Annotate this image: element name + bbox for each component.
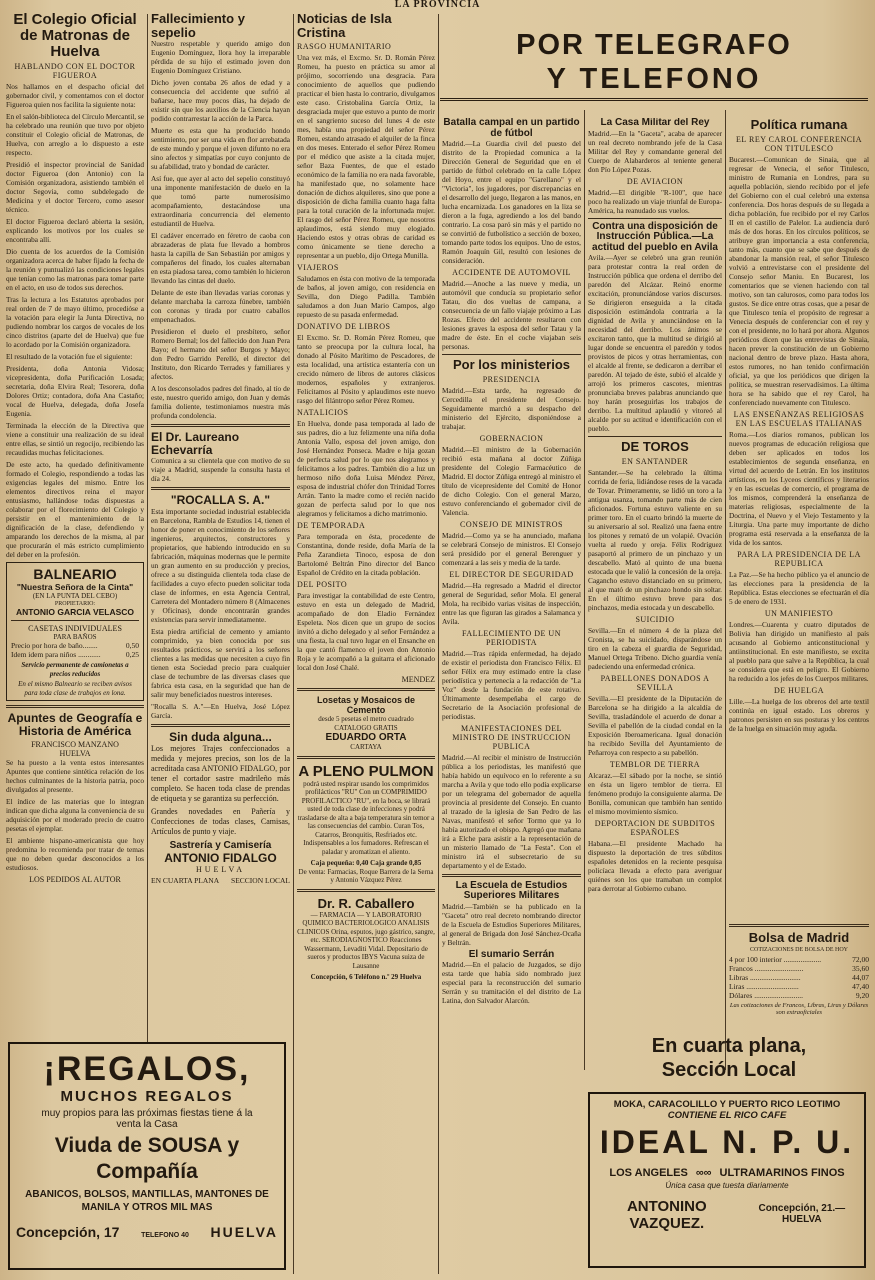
column-rule bbox=[725, 110, 726, 1070]
ad-place: (EN LA PUNTA DEL CEBO) bbox=[32, 592, 118, 601]
paragraph: El resultado de la votación fue el siguiente: bbox=[6, 352, 133, 362]
paragraph: Madrid.—Ha regresado a Madrid el director general de Seguridad, señor Mola. El general Mola, ha recibido varias visitas de inspección, entre las que figuran las girados a Salamanca y Avila. bbox=[442, 580, 581, 626]
bolsa-row: Liras ............................ 47,40 bbox=[729, 981, 869, 991]
bolsa-note: Las cotizaciones de Francos, Libras, Liras y Dólares son extraoficiales bbox=[729, 1001, 869, 1016]
paragraph: Nuestro respetable y querido amigo don Eugenio Domínguez, llora hoy la irreparable pérdida de su hijo el estimado joven don Eugenio Domínguez Cristiano. bbox=[151, 39, 290, 76]
column-3 bbox=[297, 12, 435, 1267]
section-head: PARA LA PRESIDENCIA DE LA REPUBLICA bbox=[737, 549, 861, 568]
section-head: UN MANIFIESTO bbox=[764, 608, 834, 618]
cuarta-plana-banner bbox=[588, 1034, 870, 1086]
paragraph: Londres.—Cuarenta y cuatro diputados de Bolivia han dirigido un manifiesto al país acusando al Gobierno anticonstitucional y antiinstitucional. En este manifiesto, se excita al pueblo para que salve a la República, la cual se considera que está en peligro. El Gobierno ha reducido a los jefes de los Cuerpos militares. bbox=[729, 619, 869, 683]
column-5 bbox=[588, 118, 722, 1068]
bolsa-row: 4 por 100 interior .................... 72,00 bbox=[729, 954, 869, 964]
pulmon-title: A PLENO PULMON bbox=[298, 762, 434, 780]
regalos-name: Viuda de SOUSA y Compañía bbox=[54, 1134, 240, 1183]
paragraph: Madrid.—Esta tarde, ha regresado de Cercedilla el presidente del Consejo. Seguidamente marchó a su despacho del ministerio del Ejército, disponiéndose a trabajar. bbox=[442, 385, 581, 431]
ideal-line2: CONTIENE EL RICO CAFE bbox=[667, 1110, 787, 1121]
paragraph: De este acto, ha quedado definitivamente formado el Colegio, respondiendo a todas las exigencias legales del mismo. Entre los elementos directivos reina el mayor entusiasmo, hallándose todas dispuestas a colaborar por el florecimiento del Colegio y persistir en el mantenimiento de la dignificación de la clase, defendiendo y amparando los derechos de la misma, al par que procurarán el más estricto cumplimiento del deber en la profesión. bbox=[6, 460, 144, 560]
ideal-line4: Única casa que tuesta diariamente bbox=[665, 1181, 789, 1190]
paragraph: Presidenta, doña Antonia Vidosa; vicepresidenta, doña Purificación Losada; secretaria, doña Elvira Real; Tesorera, doña Dolores Ortiz; contadora, doña Ana Castaño; vocal de Huelva, delegada, doña Josefa Eugenia. bbox=[6, 364, 144, 419]
paragraph: Dicho joven contaba 26 años de edad y a consecuencia del accidente que sufrió al bañarse, hace muy pocos días, ha dejado de existir sin que los auxilios de la Ciencia hayan podido contrarrestar la acción de la Parca. bbox=[151, 78, 290, 124]
pulmon-venta: De venta: Farmacias, Roque Barrera de la Serna y Antonio Vázquez Pérez bbox=[298, 867, 434, 885]
banner-line-1: POR TELEGRAFO bbox=[516, 29, 792, 61]
paragraph: El ambiente hispano-americanista que hoy predomina lo recomienda por tratar de temas que no deben quedar desconocidos a los estudiosos. bbox=[6, 836, 144, 873]
price-row: Idem idem para niños ............ 0,25 bbox=[11, 650, 139, 660]
paragraph: Avila.—Ayer se celebró una gran reunión para protestar contra la real orden de Instrucción pública que ordena el derribo del paredón del Alcázar. Reinó enorme excitación, pronunciándose varios discursos. Se dirigieron enseguida a la citada disposición estimándola contraria a la dignidad de Avila y anunciándose en la necesidad del derribo. Los ánimos se excitaron tanto, que la multitud se dirigió al lugar donde se encuentra el paredón y todos provistos de picos y otras herramientas, con el alcalde al frente, se dedicaron a derribar el paredón. Al tejado de éste, subió el alcalde y arrojó los primeros cascotes, mientras pronunciaba breves palabras anunciando que hoy harán proseguirlas los trabajos de derribo. La multitud aplaudió y vitoreó al alcalde por su actitud e identificación con el pueblo. bbox=[588, 253, 722, 433]
paragraph: Madrid.—Anoche a las nueve y media, un automóvil que conducía su propietario señor Tatau, dio dos vueltas de campana, a consecuencia de un fallo viajaje próximo a Las Rozas. Efecto del accidente resultaron con lesiones graves la esposa del señor Tatau y la madre de éste. En el coche viajaban seis personas. bbox=[442, 279, 581, 351]
caballero-address: Concepción, 6 Teléfono n.º 29 Huelva bbox=[310, 973, 422, 982]
ideal-line1: MOKA, CARACOLILLO Y PUERTO RICO LEOTIMO bbox=[613, 1099, 841, 1110]
apuntes-title: Apuntes de Geografía e Historia de América bbox=[7, 711, 143, 738]
paragraph: Dio cuenta de los acuerdos de la Comisión organizadora acerca de haber fijado la fecha de la reunión y puntualizó las condiciones legales que tenían como las matronas para tomar parte en el acto, en uso de todos sus derechos. bbox=[6, 247, 144, 293]
bolsa-title: Bolsa de Madrid bbox=[748, 930, 850, 945]
ad-note: Servicio permanente de camionetas a precios reducidos bbox=[21, 661, 129, 678]
article-title: El sumario Serrán bbox=[468, 948, 555, 960]
paragraph: Sevilla.—El presidente de la Diputación de Barcelona se ha dirigido a la alcaldía de Sevilla, trasladándole el acuerdo de donar a Sevilla el pabellón de la ciudad condal en la Exposición Iberoamericana. Igual donación ha recibido Sevilla del Ayuntamiento de Peñarroya con respecto a su pabellón. bbox=[588, 693, 722, 757]
paragraph: Madrid.—Como ya se ha anunciado, mañana se celebrará Consejo de ministros. El Consejo será presidido por el general Berenguer y comenzará a las seis y media de la tarde. bbox=[442, 530, 581, 567]
paragraph: Madrid.—Tras rápida enfermedad, ha dejado de existir el periodista don Francisco Félix. El señor Félix era muy estimado entre la clase periodística y pertenecía a la redacción de "La Voz" desde la fundación de este rotativo. Últimamente desempeñaba el cargo de Secretario de la Asociación profesional de periodistas. bbox=[442, 648, 581, 721]
paragraph: El doctor Figueroa declaró abierta la sesión, explicando los motivos por los cuales se encontraba allí. bbox=[6, 217, 144, 245]
paragraph: Madrid.—La Guardia civil del puesto del distrito de la Propiedad comunica a la Dirección General de Seguridad que en el partido de fútbol celebrado en la calle López del Hoyo, entre el equipo "Garellano" y el "Victoria", los jugadores, por discrepancias en el desarrollo del juego, llegaron a las manos, en lucha encarnizada. Los ganadores en la liza se dieron a la fuga, agrediendo a los del bando contrario. La cosa paró sin más y el partido no se convirtió de futbolístico a sección de boxeo, tomando parte todos los equipos. Uno de estos, Ramón Joaquín Gil, resultó con lesiones de consideración. bbox=[442, 139, 581, 265]
paragraph: Sevilla.—En el número 4 de la plaza del Cronista, se ha suicidado, disparándose un tiro en la cabeza el guardia de Seguridad, Manuel Ortega Tribeno. Dicho guardia venía padeciendo una enfermedad crónica. bbox=[588, 625, 722, 671]
fidalgo-city: HUELVA bbox=[195, 864, 246, 874]
paragraph: Madrid.—El dirigible "R-100", que hace poco ha realizado un viaje triunfal de Europa-América, ha reanudado sus vuelos. bbox=[588, 187, 722, 215]
column-2 bbox=[151, 12, 290, 1042]
losetas-sub: desde 5 pesetas el metro cuadrado bbox=[318, 715, 414, 724]
bolsa-box bbox=[729, 920, 869, 1030]
section-head: DEPORTACION DE SUBDITOS ESPAÑOLES bbox=[594, 818, 716, 837]
paragraph: Se ha puesto a la venta estos interesantes Apuntes que contiene sintética relación de los hechos culminantes de la historia patria, poco divulgados al presente. bbox=[6, 758, 144, 795]
ideal-brand: IDEAL N. P. U. bbox=[599, 1124, 855, 1160]
paragraph: La Paz.—Se ha hecho público ya el anuncio de las elecciones para la presidencia de la República. Estas elecciones se efectuarán el día 5 de enero de 1931. bbox=[729, 569, 869, 606]
caballero-text: — FARMACIA — Y LABORATORIO QUIMICO BACTERIOLOGICO ANALISIS CLINICOS Orina, esputos, jugo gástrico, sangre, etc. SERODIAGNOSTICO Reacciones Wassermann, Levaditi Vidal. Depositario de sueros y productos IBYS Vacuna suiza de Lausanne bbox=[297, 910, 435, 970]
article-title: DE TOROS bbox=[621, 439, 689, 454]
paragraph: "Rocalla S. A."—En Huelva, José López García. bbox=[151, 702, 290, 721]
section-head: VIAJEROS bbox=[297, 263, 339, 273]
article-title: Por los ministerios bbox=[452, 357, 571, 372]
losetas-title: Losetas y Mosaicos de Cemento bbox=[316, 695, 416, 716]
caballero-title: Dr. R. Caballero bbox=[317, 895, 415, 911]
paragraph: Santander.—Se ha celebrado la última corrida de feria, lidiándose reses de la vacada de Tovar. Primeramente, se lidió un toro a la antigua usanza, tomando parte más de cien aficionados. Fortuna estuvo valiente en su primer toro. En el cuarto brindó la muerte de su aniversario al sol. Realizó una faena entre los pitones y remató de un volapié. Ovación vuelta al ruedo y oreja. Félix Rodríguez pasaportó al primero de un pinchazo y un descabello. Mató al quinto de una buena estocada que le valió la concesión de la oreja. Cagancho estuvo distanciado en su primero, al que mató de un pinchazo hondo sin soltar. En el último estuvo breve para dos pinchazos, media estocada y un descabello. bbox=[588, 467, 722, 612]
section-head: DEL POSITO bbox=[297, 580, 348, 590]
ad-name: "Nuestra Señora de la Cinta" bbox=[16, 582, 134, 593]
column-1 bbox=[6, 12, 144, 1022]
paragraph: Tras la lectura a los Estatutos aprobados por real orden de 7 de mayo último, procedióse a la votación para elegir la Junta Directiva, no pudiendo nombrar los cargos de vocales de los cinco distritos (aparte del de Huelva) que fue lo acordado por la Comisión organizadora. bbox=[6, 295, 144, 350]
ad-casetas: CASETAS INDIVIDUALES bbox=[28, 623, 122, 633]
paragraph: Esta importante sociedad industrial establecida en Barcelona, Rambla de Estudios 14, tienen el honor de poner en conocimiento de los señores ingenieros, arquitectos, constructores y propietarios, que habiendo introducido en su fabricación, máquinas modernas que le permite un gran aumento en su producción y precios, ofrece a su distinguida clientela toda clase de facilidades a cuyo efecto pueden solicitar toda clase de informes, en esta Agencia Central, Carretera del Montadero número 8 (Almacenes y Oficinas), donde encontrarán grandes existencias para servir inmediatamente. bbox=[151, 507, 290, 625]
ad-owner-label: PROPIETARIO: bbox=[54, 600, 96, 607]
article-title: "ROCALLA S. A." bbox=[170, 493, 271, 508]
bolsa-row: Dólares .......................... 9,20 bbox=[729, 990, 869, 1000]
paragraph: El índice de las materias que lo integran indican que dicha alguna la conveniencia de su adquisición por el moderado precio de cuatro pesetas el ejemplar. bbox=[6, 797, 144, 834]
paragraph: Presidió el inspector provincial de Sanidad doctor Figueroa (don Antonio) con la Comisión organizadora, asistiendo también el doctor Segovia, como subdelegado de Medicina y el doctor Tercero, como asesor técnico. bbox=[6, 160, 144, 215]
bolsa-subtitle: COTIZACIONES DE BOLSA DE HOY bbox=[750, 946, 848, 953]
paragraph: Esta piedra artificial de cemento y amianto comprimido, ya bien conocida por sus resultados prácticos, se servirá a los señores clientes a las medidas que necesiten a cuyo fin tienen esta Sociedad precio para cualquier clase de techumbre de las diversas clases que fabrica esta casa, en la seguridad que han de salir muy beneficiados nuestros intereses. bbox=[151, 627, 290, 700]
paragraph: Muerte es esta que ha producido hondo sentimiento, por ser una vida en flor arrebatada de este mundo y porque el joven difunto no era sino afectos y simpatías por cuyo conjunto de su afabilidad, trato y bondad de carácter. bbox=[151, 126, 290, 172]
regalos-ad bbox=[8, 1042, 286, 1270]
article-title: La Escuela de Estudios Superiores Militares bbox=[455, 879, 568, 902]
column-4 bbox=[442, 118, 581, 1268]
ad-title: BALNEARIO bbox=[33, 566, 117, 583]
ad-note: En el mismo Balneario se reciben avisos para toda clase de trabajos en lona. bbox=[18, 680, 132, 697]
ad-para: PARA BAÑOS bbox=[53, 632, 97, 641]
column-rule bbox=[293, 14, 294, 1274]
cuarta-line-2: Sección Local bbox=[661, 1059, 797, 1081]
article-title: La Casa Militar del Rey bbox=[600, 118, 710, 128]
pulmon-price: Caja pequeña: 0,40 Caja grande 0,85 bbox=[310, 859, 422, 868]
section-head: DE HUELGA bbox=[773, 685, 825, 695]
banner-line-2: Y TELEFONO bbox=[546, 63, 762, 95]
apuntes-author: FRANCISCO MANZANO bbox=[31, 740, 119, 750]
column-rule bbox=[147, 14, 148, 1044]
paragraph: Presidieron el duelo el presbítero, señor Romero Bernal; los del fallecido don Juan Pera Bayo; el hermano del señor Burgos y Mayo; don Pedro Garrido Perelló, el director del Instituto, don Ricardo Terrades y familiares y afectos. bbox=[151, 327, 290, 382]
sastreria: Sastrería y Camisería bbox=[169, 839, 272, 851]
paragraph: En el salón-biblioteca del Círculo Mercantil, se ha celebrado una reunión que tuvo por objeto constituir el Colegio oficial de Matronas, de Huelva, con arreglo a lo dispuesto a este respecto. bbox=[6, 112, 144, 158]
paragraph: A los desconsolados padres del finado, al tío de este, nuestro querido amigo, don Juan y demás familia doliente, testimoniamos nuestra más profunda condolencia. bbox=[151, 384, 290, 421]
masthead: LA PROVINCIA bbox=[394, 0, 481, 10]
section-head: ACCIDENTE DE AUTOMOVIL bbox=[452, 268, 571, 277]
losetas-city: CARTAYA bbox=[350, 743, 382, 752]
paragraph: Para investigar la contabilidad de este Centro, estuvo en esta un delegado de Madrid, acompañado de don Eladio Fernández Espeleta. Nos dicen que un grupo de socios invitó a dicho delegado y al señor Fernández a una fiesta, la cual tuvo lugar en el Ensanche en la que cantó flamenco el joven don Antonio Roja y le acompañó a la guitarra el aficionado local don José Chalé. bbox=[297, 591, 435, 673]
regalos-items: ABANICOS, BOLSOS, MANTILLAS, MANTONES DE MANILA Y OTROS MIL MAS bbox=[25, 1189, 269, 1213]
ad-owner: ANTONIO GARCIA VELASCO bbox=[15, 606, 135, 617]
section-head: EN SANTANDER bbox=[621, 456, 689, 466]
paragraph: Para temporada en ésta, procedente de Constantina, donde reside, doña María de la Peña Zarandieta Tinoco, esposa de don Bartolomé Beltrán Pino director del Banco Español de Crédito en la citada población. bbox=[297, 532, 435, 578]
column-6 bbox=[729, 118, 869, 918]
section-head: EL REY CAROL CONFERENCIA CON TITULESCO bbox=[736, 134, 862, 153]
section-head: DE AVIACION bbox=[626, 176, 684, 186]
paragraph: Una vez más, el Excmo. Sr. D. Román Pérez Romeu, ha puesto en práctica su amor al prójimo, socorriendo una desgracia. Para conocimiento de aquellos que pudiendo practicar el bien hasta lo contrario, divulgamos este caso. Cristobalina García Ortiz, la desgraciada mujer que estuvo a punto de morir en el sangriento suceso del lunes 4 de este mes, había una propiedad del señor Pérez Romeu, estando atrasado el alquiler de la finca en dos meses. Enterado el señor Pérez Romeu por el médico que asiste a la citada mujer, señor Baza Fuentes, de que el estado económico de la familia no era nada favorable, ha manifestado que, no solamente hace donación de dichos alquileres, sino que pone a disposición de dicha familia cuanto haga falta para la total curación de la infortunada mujer. El rasgo del señor Pérez Romeu, que nosotros aplaudimos, está siendo muy elogiado. Haciendo estos y otras obras de caridad es como únicamente se tiene derecho a representar a un pueblo, dijo Ortega Munilla. bbox=[297, 53, 435, 261]
section-head: EL DIRECTOR DE SEGURIDAD bbox=[449, 569, 574, 579]
article-title: Batalla campal en un partido de fútbol bbox=[443, 118, 580, 139]
telegraph-banner bbox=[440, 28, 868, 106]
regalos-footer: Concepción, 17 TELEFONO 40 HUELVA bbox=[16, 1224, 278, 1240]
fidalgo: ANTONIO FIDALGO bbox=[164, 850, 277, 865]
regalos-text: muy propios para las próximas fiestas tiene á la bbox=[41, 1108, 253, 1119]
paragraph: Los mejores Trajes confeccionados a medida y mejores precios, son los de la acreditada casa ANTONIO FIDALGO, por tener el cortador sastre madrileño más completo. Se hacen toda clase de prendas de etiqueta y se garantiza su perfección. bbox=[151, 743, 290, 803]
paragraph: Lille.—La huelga de los obreros del arte textil continúa en igual estado. Los obreros y patronos persisten en sus posturas y los centros de la huelga en situación muy aguda. bbox=[729, 696, 869, 733]
paragraph: Comunica a su clientela que con motivo de su viaje a Madrid, suspende la consulta hasta el día 24. bbox=[151, 456, 290, 484]
section-head: CONSEJO DE MINISTROS bbox=[460, 519, 563, 529]
regalos-text: venta la Casa bbox=[116, 1119, 178, 1130]
paragraph: El Excmo. Sr. D. Román Pérez Romeu, que tanto se preocupa por la cultura local, ha donado al Pósito Marítimo de Pescadores, de esta localidad, una artística estantería con un crecido número de libros de autores clásicos modernos, españoles y extranjeros. Felicitamos al Pósito y aplaudimos este nuevo rasgo del filántropo señor Pérez Romeu. bbox=[297, 333, 435, 406]
byline: MENDEZ bbox=[401, 675, 435, 685]
section-head: DE TEMPORADA bbox=[297, 521, 366, 531]
section-head: PRESIDENCIA bbox=[482, 374, 541, 384]
ornament-icon: ∞∞ bbox=[695, 1167, 712, 1179]
section-head: MANIFESTACIONES DEL MINISTRO DE INSTRUCCION PUBLICA bbox=[452, 723, 571, 751]
column-rule bbox=[584, 110, 585, 1070]
apuntes-footer: LOS PEDIDOS AL AUTOR bbox=[29, 875, 121, 885]
article-subtitle: HABLANDO CON EL DOCTOR FIGUEROA bbox=[14, 62, 136, 81]
regalos-sub: MUCHOS REGALOS bbox=[60, 1088, 234, 1105]
paragraph: Saludamos en ésta con motivo de la temporada de baños, al joven amigo, con residencia en Sevilla, don Diego Padilla. También saludamos a don Juan Mario Campos, algo repuesto de su pasada enfermedad. bbox=[297, 274, 435, 320]
section-head: DONATIVO DE LIBROS bbox=[297, 322, 391, 332]
paragraph: Madrid.—En el palacio de Juzgados, se dijo esta tarde que había sido nombrado juez especial para la reconstrucción del sumario Serrán y su tramitación el del distrito de La Latina, don Salvador Alarcón. bbox=[442, 960, 581, 1006]
paragraph: Madrid.—El ministro de la Gobernación recibió esta mañana al doctor Zúñiga presidente del Colegio Farmacéutico de Madrid. El doctor Zúñiga entregó al ministro el título de vicepresidente del Comité de Honor de dicho Colegio. Con el general Marzo, estuvo conferenciando el gobernador civil de Valencia. bbox=[442, 444, 581, 517]
section-head: RASGO HUMANITARIO bbox=[297, 42, 392, 52]
price-row: Precio por hora de baño........ 0,50 bbox=[11, 641, 139, 651]
losetas-catalog: CATALOGO GRATIS bbox=[334, 723, 398, 732]
paragraph: Nos hallamos en el despacho oficial del gobernador civil, y comentamos con el doctor Figueroa quien nos facilita la siguiente nota: bbox=[6, 82, 144, 110]
paragraph: Terminada la elección de la Directiva que viene a constituir una realización de su ideal entre ellas, se sintió un regocijo, recibiendo las recaudidas muchas felicitaciones. bbox=[6, 421, 144, 458]
ideal-line3: LOS ANGELES ∞∞ ULTRAMARINOS FINOS bbox=[609, 1167, 845, 1179]
bolsa-row: Francos .......................... 35,60 bbox=[729, 963, 869, 973]
article-title: El Colegio Oficial de Matronas de Huelva bbox=[13, 12, 137, 60]
article-title: El Dr. Laureano Echevarría bbox=[151, 430, 240, 457]
bolsa-row: Libras ........................... 44,07 bbox=[729, 972, 869, 982]
article-title: Fallecimiento y sepelio bbox=[151, 12, 245, 40]
paragraph: En Huelva, donde pasa temporada al lado de sus padres, dio a luz felizmente una niña doña Antonia Vallo, esposa del joven amigo, don José Hernández Ponseca. Madre e hija gozan de perfecta salud por lo que nos alegramos y felicitamos a los padres. También dio a luz un hermoso niño doña Luisa Méndez Pérez, esposa de industrial chófer don Trinidad Torres Arrán. Tanto la madre como el recién nacido gozan de perfecta salud por lo que nos alegramos y felicitamos a dicho matrimonio. bbox=[297, 419, 435, 519]
paragraph: Delante de este iban llevadas varias coronas y delante marchaba la carroza fúnebre, también con coronas y tirada por cuatro caballos empenachados. bbox=[151, 288, 290, 325]
pulmon-text: podrá usted respirar usando los comprimidos profilácticos "RU" Con un COMPRIMIDO PROFILACTICO "RU", en la boca, se librará usted de toda clase de infecciones y podrá trasladarse de alta a baja temperatura sin temor a las consecuencias del cambio. Curan Tos, Catarros, Bronquitis, Resfriados etc. Indispensables a los fumadores. Refrescan el paladar y aromatizan el aliento. bbox=[297, 779, 435, 856]
paragraph: Madrid.—Al recibir el ministro de Instrucción pública a los periodistas, les manifestó que había habido un equívoco en lo referente a su marcha a Avila y que todo ello podía explicarse por un telegrama del gobernador de aquella provincia al presidente del Consejo. En cuanto al trazado de la iglesia de San Pedro de las Navas, manifestó el señor Tormo que ya lo había autorizado el obispo. Agregó que mañana irá a Elche para asistir a la representación de un misterio llamado de "La Festa". Con el ministro irá el subsecretario de su departamento y el de Estado. bbox=[442, 752, 581, 870]
paragraph: Alcaraz.—El sábado por la noche, se sintió en ésta un ligero temblor de tierra. El fenómeno produjo la consiguiente alarma. De Bonilla, comunican que también han sentido el mismo movimiento sísmico. bbox=[588, 770, 722, 816]
paragraph: Habana.—El presidente Machado ha dispuesto la deportación de tres súbditos españoles detenidos en la reciente pesquisa policíaca llevada a efecto para averiguar quiénes son los que tramaban un complot para derrotar al Gobierno cubano. bbox=[588, 838, 722, 893]
column-rule bbox=[438, 14, 439, 1274]
ideal-ad bbox=[588, 1092, 866, 1268]
paragraph: Grandes novedades en Pañería y Confecciones de todas clases, Camisas, Artículos de punto y viaje. bbox=[151, 806, 290, 836]
balneario-ad bbox=[6, 562, 144, 701]
section-head: LAS ENSEÑANZAS RELIGIOSAS EN LAS ESCUELAS ITALIANAS bbox=[733, 409, 865, 428]
cuarta-line-1: En cuarta plana, bbox=[651, 1035, 807, 1057]
apuntes-city: HUELVA bbox=[59, 749, 91, 759]
losetas-name: EDUARDO ORTA bbox=[325, 732, 407, 744]
ideal-footer: ANTONINO VAZQUEZ. Concepción, 21.—HUELVA bbox=[626, 1198, 846, 1232]
paragraph: El cadáver encerrado en féretro de caoba con abrazaderas de plata fue llevado a hombros hasta la capilla de San Sebastián por amigos y compañeros del finado, los cuales alternaban en esta piadosa tarea, como también lo hicieron llevando las cintas del duelo. bbox=[151, 231, 290, 286]
section-head: NATALICIOS bbox=[297, 408, 349, 418]
regalos-title: ¡REGALOS, bbox=[43, 1050, 251, 1088]
article-title: Contra una disposición de Instrucción Pública.—La actitud del pueblo en Avila bbox=[592, 220, 718, 253]
paragraph: Así fue, que ayer al acto del sepelio constituyó una imponente manifestación de duelo en la que tomó parte numerosísimo acompañamiento, destacándose una extraordinaria concurrencia del elemento estudiantil de Huelva. bbox=[151, 174, 290, 229]
section-head: TEMBLOR DE TIERRA bbox=[609, 759, 701, 769]
paragraph: Bucarest.—Comunican de Sinaia, que al regresar de Venecia, el señor Titulesco, ministro de Rumania en Londres, para su aquella población, siendo recibido por el jefe del Gobierno con el cual celebró una extensa conferencia. Dos horas después de su llegada a dicha población, fue recibido por el rey Carlos II en el castillo de Palelor. La audiencia duró más de dos horas. En los círculos políticos, se atribuye gran importancia a esta conferencia, tanto más, cuanto que se sabe que después de abandonar la mansión real, el señor Titulesco volvió a entrevistarse con el presidente del Consejo señor Maniu. En Bucarest, los comentarios que se vienen haciendo con tal motivo, son tan calurosos, como para todos los gustos. Se dice entre otras cosas, que a pesar de que Titulesco tenía el propósito de regresar a Venecia después de conferenciar con el rey y con el presidente, no lo hará por ahora. Algunos periódicos dicen que las entrevistas de Sinaia, hacen prever la constitución de un Gobierno nacional dentro de breve plazo. Hasta ahora, estos rumores, no han tenido confirmación oficial, ya que los periódicos que dirigen la política, se muestran reservadísimos. La última hora se ha sabido que el rey Carol, ha conferenciado nuevamente con Titulesco. bbox=[729, 154, 869, 407]
section-head: GOBERNACION bbox=[479, 433, 544, 443]
paragraph: Madrid.—También se ha publicado en la "Gaceta" otro real decreto nombrando director de la Escuela de Estudios Superiores Militares, al general de Brigada don José Sánchez-Ocaña y Beltrán. bbox=[442, 901, 581, 947]
article-title: Noticias de Isla Cristina bbox=[297, 12, 392, 40]
article-title: Política rumana bbox=[750, 118, 848, 132]
article-title: Sin duda alguna... bbox=[169, 730, 272, 745]
section-head: FALLECIMIENTO DE UN PERIODISTA bbox=[462, 628, 561, 647]
paragraph: Madrid.—En la "Gaceta", acaba de aparecer un real decreto nombrando jefe de la Casa Militar del Rey y comandante general del Cuerpo de Alabarderos al teniente general don Pío López Pozas. bbox=[588, 128, 722, 174]
section-head: SUICIDIO bbox=[635, 614, 675, 624]
cuarta-plana-note: EN CUARTA PLANA SECCION LOCAL bbox=[151, 875, 290, 885]
paragraph: Roma.—Los diarios romanos, publican los nuevos programas de educación religiosa que deben ser aplicados en todos los establecimientos de segunda enseñanza, en virtud del acuerdo de Letrán. En los institutos artísticos, en los Lyceos científicos y literarios y en las escuelas de comercio, el programa de los mismos, comprenderá la enseñanza de materias religiosas, especialmente de la Doctrina, el Nuevo y el Viejo Testamento y la Liturgia. Una parte muy importante de dicho programa está reservada a la enseñanza de la vida de los santos. bbox=[729, 429, 869, 547]
section-head: PABELLONES DONADOS A SEVILLA bbox=[600, 673, 710, 692]
